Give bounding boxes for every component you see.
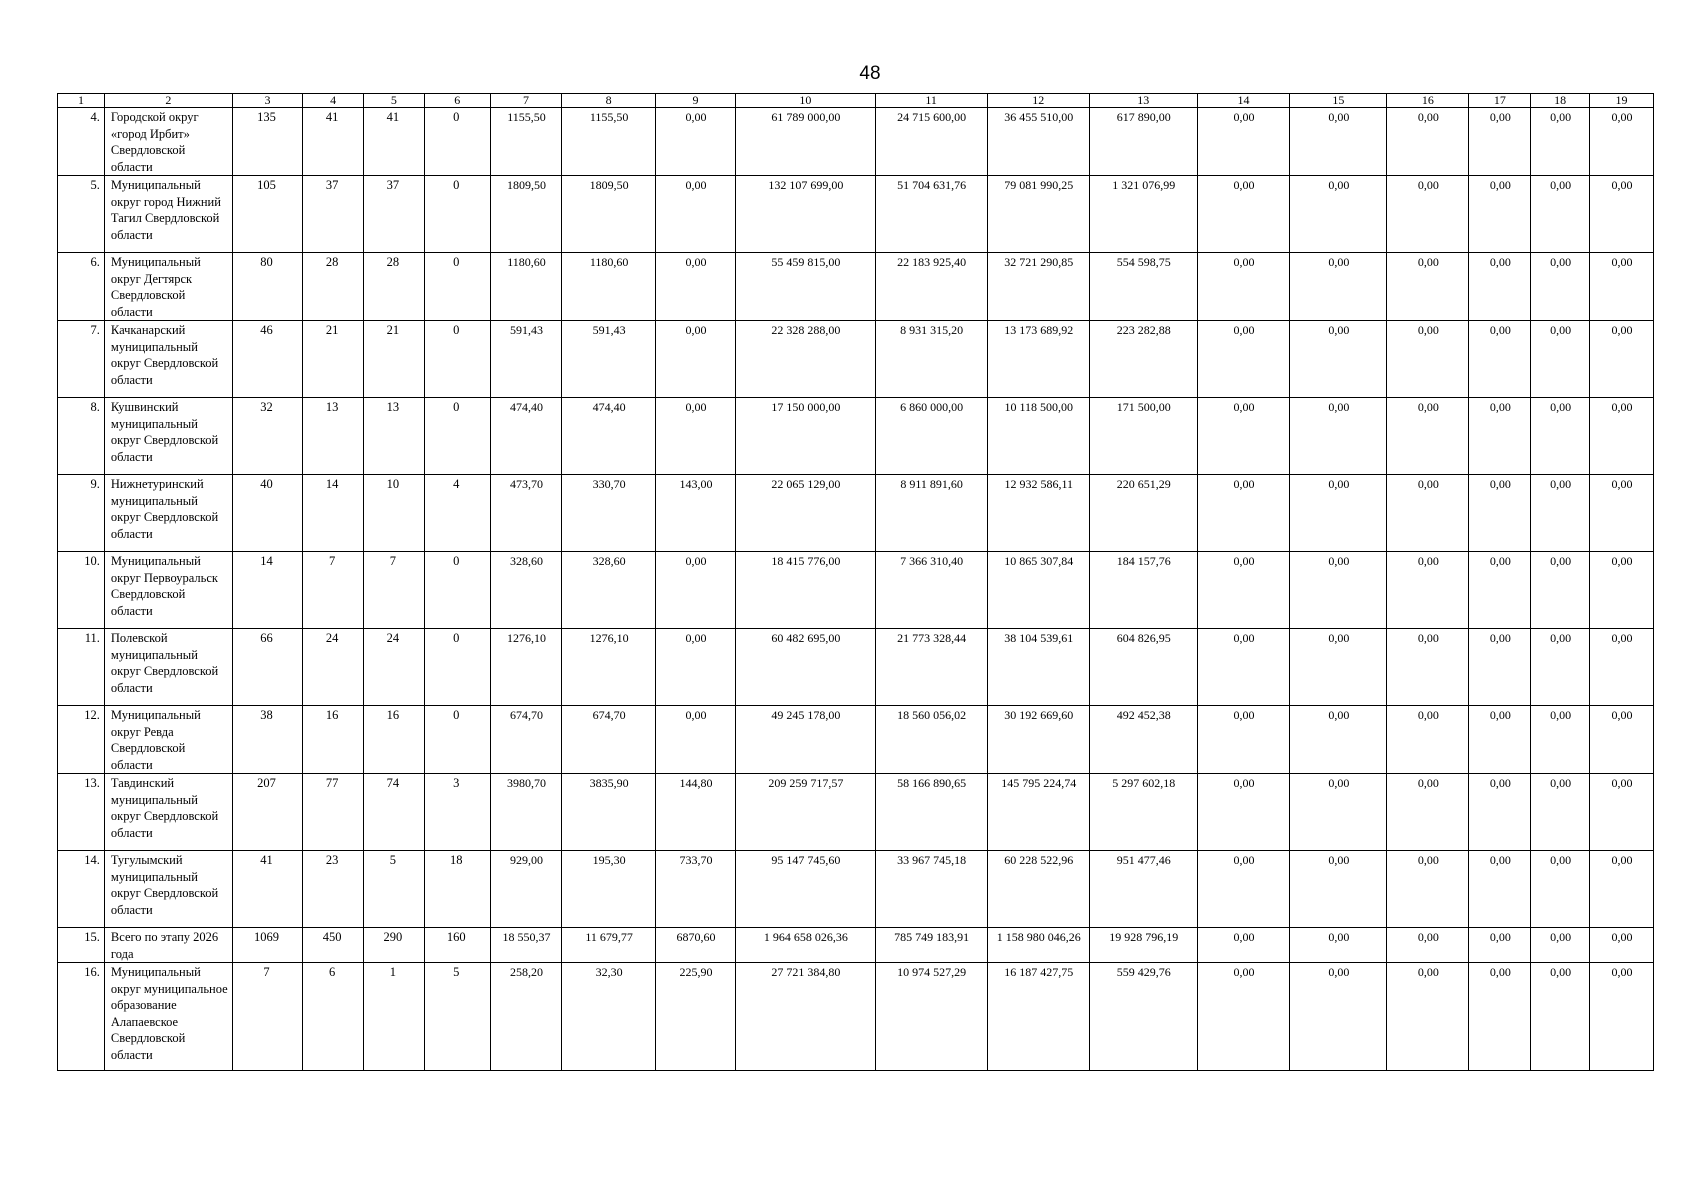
cell-c8: 330,70: [562, 475, 656, 552]
cell-c18: 0,00: [1531, 321, 1590, 398]
row-number: 5.: [58, 176, 105, 253]
cell-c8: 11 679,77: [562, 928, 656, 963]
cell-c4: 13: [303, 398, 364, 475]
cell-c9: 0,00: [656, 108, 736, 176]
column-header-13: 13: [1089, 94, 1197, 108]
cell-c10: 60 482 695,00: [736, 629, 876, 706]
cell-c18: 0,00: [1531, 851, 1590, 928]
cell-c19: 0,00: [1589, 108, 1653, 176]
cell-c10: 55 459 815,00: [736, 253, 876, 321]
cell-c13: 171 500,00: [1089, 398, 1197, 475]
cell-c3: 80: [232, 253, 302, 321]
cell-c7: 1809,50: [490, 176, 561, 253]
cell-c5: 74: [363, 774, 424, 851]
cell-c13: 5 297 602,18: [1089, 774, 1197, 851]
cell-c11: 8 911 891,60: [875, 475, 987, 552]
cell-c3: 1069: [232, 928, 302, 963]
cell-c12: 10 865 307,84: [987, 552, 1089, 629]
cell-c6: 18: [424, 851, 490, 928]
table-row: [58, 398, 1654, 475]
cell-c9: 0,00: [656, 253, 736, 321]
cell-c5: 290: [363, 928, 424, 963]
cell-c11: 58 166 890,65: [875, 774, 987, 851]
column-header-19: 19: [1589, 94, 1653, 108]
table-row: [58, 963, 1654, 1071]
cell-c6: 0: [424, 108, 490, 176]
table-row: [58, 629, 1654, 706]
cell-c13: 617 890,00: [1089, 108, 1197, 176]
cell-c5: 10: [363, 475, 424, 552]
cell-c5: 37: [363, 176, 424, 253]
row-number: 16.: [58, 963, 105, 1071]
cell-c9: 0,00: [656, 398, 736, 475]
cell-c19: 0,00: [1589, 475, 1653, 552]
cell-c12: 30 192 669,60: [987, 706, 1089, 774]
municipality-name: Муниципальный округ Первоуральск Свердловской области: [104, 552, 232, 629]
cell-c3: 207: [232, 774, 302, 851]
municipality-name: Кушвинский муниципальный округ Свердловской области: [104, 398, 232, 475]
cell-c3: 41: [232, 851, 302, 928]
cell-c19: 0,00: [1589, 253, 1653, 321]
cell-c16: 0,00: [1387, 475, 1469, 552]
row-number: 4.: [58, 108, 105, 176]
row-number: 12.: [58, 706, 105, 774]
cell-c19: 0,00: [1589, 176, 1653, 253]
cell-c11: 785 749 183,91: [875, 928, 987, 963]
cell-c6: 160: [424, 928, 490, 963]
cell-c16: 0,00: [1387, 928, 1469, 963]
cell-c10: 209 259 717,57: [736, 774, 876, 851]
cell-c17: 0,00: [1469, 706, 1531, 774]
cell-c13: 951 477,46: [1089, 851, 1197, 928]
cell-c5: 21: [363, 321, 424, 398]
cell-c4: 28: [303, 253, 364, 321]
table-row: [58, 851, 1654, 928]
cell-c17: 0,00: [1469, 963, 1531, 1071]
cell-c10: 61 789 000,00: [736, 108, 876, 176]
cell-c12: 1 158 980 046,26: [987, 928, 1089, 963]
cell-c11: 18 560 056,02: [875, 706, 987, 774]
cell-c18: 0,00: [1531, 176, 1590, 253]
column-header-6: 6: [424, 94, 490, 108]
cell-c8: 195,30: [562, 851, 656, 928]
table-row: [58, 928, 1654, 963]
cell-c7: 1155,50: [490, 108, 561, 176]
cell-c4: 14: [303, 475, 364, 552]
row-number: 15.: [58, 928, 105, 963]
cell-c18: 0,00: [1531, 398, 1590, 475]
column-header-12: 12: [987, 94, 1089, 108]
cell-c14: 0,00: [1197, 706, 1290, 774]
row-number: 9.: [58, 475, 105, 552]
cell-c17: 0,00: [1469, 552, 1531, 629]
cell-c18: 0,00: [1531, 706, 1590, 774]
cell-c15: 0,00: [1290, 774, 1387, 851]
cell-c16: 0,00: [1387, 963, 1469, 1071]
column-header-15: 15: [1290, 94, 1387, 108]
column-header-8: 8: [562, 94, 656, 108]
row-number: 13.: [58, 774, 105, 851]
cell-c4: 16: [303, 706, 364, 774]
cell-c9: 0,00: [656, 321, 736, 398]
column-header-5: 5: [363, 94, 424, 108]
cell-c16: 0,00: [1387, 398, 1469, 475]
cell-c14: 0,00: [1197, 475, 1290, 552]
cell-c7: 328,60: [490, 552, 561, 629]
cell-c15: 0,00: [1290, 928, 1387, 963]
cell-c18: 0,00: [1531, 963, 1590, 1071]
cell-c15: 0,00: [1290, 253, 1387, 321]
cell-c8: 1276,10: [562, 629, 656, 706]
cell-c11: 24 715 600,00: [875, 108, 987, 176]
cell-c13: 559 429,76: [1089, 963, 1197, 1071]
cell-c5: 13: [363, 398, 424, 475]
cell-c11: 8 931 315,20: [875, 321, 987, 398]
cell-c8: 591,43: [562, 321, 656, 398]
page-number: 48: [859, 63, 881, 84]
cell-c9: 225,90: [656, 963, 736, 1071]
column-header-2: 2: [104, 94, 232, 108]
cell-c3: 38: [232, 706, 302, 774]
cell-c17: 0,00: [1469, 321, 1531, 398]
cell-c16: 0,00: [1387, 176, 1469, 253]
cell-c17: 0,00: [1469, 398, 1531, 475]
cell-c18: 0,00: [1531, 108, 1590, 176]
cell-c15: 0,00: [1290, 706, 1387, 774]
column-number-row: [58, 94, 1654, 108]
cell-c10: 18 415 776,00: [736, 552, 876, 629]
cell-c17: 0,00: [1469, 851, 1531, 928]
cell-c12: 13 173 689,92: [987, 321, 1089, 398]
table-row: [58, 475, 1654, 552]
cell-c8: 32,30: [562, 963, 656, 1071]
table-row: [58, 108, 1654, 176]
municipality-name: Тугулымский муниципальный округ Свердловской области: [104, 851, 232, 928]
cell-c10: 1 964 658 026,36: [736, 928, 876, 963]
cell-c3: 32: [232, 398, 302, 475]
cell-c19: 0,00: [1589, 963, 1653, 1071]
cell-c4: 6: [303, 963, 364, 1071]
column-header-11: 11: [875, 94, 987, 108]
column-header-9: 9: [656, 94, 736, 108]
cell-c16: 0,00: [1387, 774, 1469, 851]
column-header-14: 14: [1197, 94, 1290, 108]
cell-c14: 0,00: [1197, 176, 1290, 253]
cell-c6: 0: [424, 253, 490, 321]
cell-c15: 0,00: [1290, 398, 1387, 475]
cell-c12: 38 104 539,61: [987, 629, 1089, 706]
cell-c15: 0,00: [1290, 321, 1387, 398]
cell-c3: 46: [232, 321, 302, 398]
cell-c9: 6870,60: [656, 928, 736, 963]
cell-c12: 16 187 427,75: [987, 963, 1089, 1071]
cell-c19: 0,00: [1589, 851, 1653, 928]
row-number: 14.: [58, 851, 105, 928]
cell-c16: 0,00: [1387, 321, 1469, 398]
cell-c10: 22 065 129,00: [736, 475, 876, 552]
cell-c9: 0,00: [656, 552, 736, 629]
cell-c13: 604 826,95: [1089, 629, 1197, 706]
cell-c18: 0,00: [1531, 928, 1590, 963]
cell-c15: 0,00: [1290, 176, 1387, 253]
cell-c10: 27 721 384,80: [736, 963, 876, 1071]
cell-c4: 77: [303, 774, 364, 851]
cell-c3: 7: [232, 963, 302, 1071]
table-row: [58, 706, 1654, 774]
cell-c4: 450: [303, 928, 364, 963]
column-header-10: 10: [736, 94, 876, 108]
data-table: [57, 93, 1654, 1071]
cell-c17: 0,00: [1469, 475, 1531, 552]
cell-c3: 40: [232, 475, 302, 552]
table-row: [58, 552, 1654, 629]
cell-c16: 0,00: [1387, 706, 1469, 774]
cell-c17: 0,00: [1469, 629, 1531, 706]
cell-c10: 22 328 288,00: [736, 321, 876, 398]
cell-c17: 0,00: [1469, 253, 1531, 321]
cell-c6: 0: [424, 398, 490, 475]
table-row: [58, 774, 1654, 851]
column-header-3: 3: [232, 94, 302, 108]
cell-c12: 60 228 522,96: [987, 851, 1089, 928]
municipality-name: Муниципальный округ Дегтярск Свердловской области: [104, 253, 232, 321]
cell-c5: 1: [363, 963, 424, 1071]
row-number: 11.: [58, 629, 105, 706]
cell-c9: 144,80: [656, 774, 736, 851]
cell-c14: 0,00: [1197, 851, 1290, 928]
cell-c15: 0,00: [1290, 629, 1387, 706]
municipality-name: Муниципальный округ Ревда Свердловской области: [104, 706, 232, 774]
municipality-name: Нижнетуринский муниципальный округ Свердловской области: [104, 475, 232, 552]
cell-c14: 0,00: [1197, 928, 1290, 963]
cell-c10: 49 245 178,00: [736, 706, 876, 774]
column-header-17: 17: [1469, 94, 1531, 108]
cell-c18: 0,00: [1531, 475, 1590, 552]
cell-c18: 0,00: [1531, 552, 1590, 629]
column-header-7: 7: [490, 94, 561, 108]
column-header-4: 4: [303, 94, 364, 108]
cell-c19: 0,00: [1589, 928, 1653, 963]
cell-c12: 10 118 500,00: [987, 398, 1089, 475]
municipality-name: Полевской муниципальный округ Свердловской области: [104, 629, 232, 706]
cell-c8: 1180,60: [562, 253, 656, 321]
cell-c12: 32 721 290,85: [987, 253, 1089, 321]
cell-c9: 0,00: [656, 176, 736, 253]
cell-c6: 0: [424, 552, 490, 629]
cell-c3: 135: [232, 108, 302, 176]
cell-c19: 0,00: [1589, 398, 1653, 475]
column-header-1: 1: [58, 94, 105, 108]
cell-c5: 24: [363, 629, 424, 706]
cell-c14: 0,00: [1197, 321, 1290, 398]
cell-c16: 0,00: [1387, 851, 1469, 928]
cell-c8: 3835,90: [562, 774, 656, 851]
row-number: 10.: [58, 552, 105, 629]
cell-c14: 0,00: [1197, 108, 1290, 176]
row-number: 6.: [58, 253, 105, 321]
cell-c15: 0,00: [1290, 963, 1387, 1071]
cell-c17: 0,00: [1469, 928, 1531, 963]
cell-c19: 0,00: [1589, 321, 1653, 398]
cell-c11: 21 773 328,44: [875, 629, 987, 706]
cell-c7: 3980,70: [490, 774, 561, 851]
cell-c11: 51 704 631,76: [875, 176, 987, 253]
cell-c14: 0,00: [1197, 774, 1290, 851]
table-row: [58, 253, 1654, 321]
cell-c6: 3: [424, 774, 490, 851]
cell-c9: 0,00: [656, 629, 736, 706]
cell-c15: 0,00: [1290, 552, 1387, 629]
cell-c17: 0,00: [1469, 108, 1531, 176]
cell-c19: 0,00: [1589, 706, 1653, 774]
cell-c6: 0: [424, 706, 490, 774]
cell-c3: 105: [232, 176, 302, 253]
municipality-name: Тавдинский муниципальный округ Свердловской области: [104, 774, 232, 851]
cell-c6: 0: [424, 321, 490, 398]
cell-c10: 132 107 699,00: [736, 176, 876, 253]
cell-c7: 674,70: [490, 706, 561, 774]
cell-c4: 23: [303, 851, 364, 928]
cell-c12: 12 932 586,11: [987, 475, 1089, 552]
cell-c8: 328,60: [562, 552, 656, 629]
cell-c18: 0,00: [1531, 774, 1590, 851]
cell-c15: 0,00: [1290, 475, 1387, 552]
cell-c4: 24: [303, 629, 364, 706]
cell-c7: 18 550,37: [490, 928, 561, 963]
cell-c11: 33 967 745,18: [875, 851, 987, 928]
cell-c7: 258,20: [490, 963, 561, 1071]
cell-c10: 17 150 000,00: [736, 398, 876, 475]
column-header-18: 18: [1531, 94, 1590, 108]
cell-c4: 21: [303, 321, 364, 398]
cell-c4: 7: [303, 552, 364, 629]
cell-c16: 0,00: [1387, 629, 1469, 706]
cell-c12: 145 795 224,74: [987, 774, 1089, 851]
cell-c6: 4: [424, 475, 490, 552]
cell-c12: 79 081 990,25: [987, 176, 1089, 253]
cell-c19: 0,00: [1589, 552, 1653, 629]
cell-c13: 223 282,88: [1089, 321, 1197, 398]
cell-c4: 41: [303, 108, 364, 176]
cell-c16: 0,00: [1387, 253, 1469, 321]
cell-c6: 5: [424, 963, 490, 1071]
cell-c10: 95 147 745,60: [736, 851, 876, 928]
table-row: [58, 321, 1654, 398]
cell-c13: 19 928 796,19: [1089, 928, 1197, 963]
cell-c8: 1155,50: [562, 108, 656, 176]
row-number: 8.: [58, 398, 105, 475]
cell-c17: 0,00: [1469, 176, 1531, 253]
cell-c13: 220 651,29: [1089, 475, 1197, 552]
cell-c16: 0,00: [1387, 108, 1469, 176]
cell-c14: 0,00: [1197, 398, 1290, 475]
cell-c7: 929,00: [490, 851, 561, 928]
municipality-name: Городской округ «город Ирбит» Свердловской области: [104, 108, 232, 176]
cell-c14: 0,00: [1197, 552, 1290, 629]
cell-c7: 1276,10: [490, 629, 561, 706]
cell-c8: 474,40: [562, 398, 656, 475]
cell-c7: 473,70: [490, 475, 561, 552]
municipality-name: Муниципальный округ город Нижний Тагил Свердловской области: [104, 176, 232, 253]
cell-c9: 733,70: [656, 851, 736, 928]
cell-c19: 0,00: [1589, 629, 1653, 706]
cell-c17: 0,00: [1469, 774, 1531, 851]
cell-c13: 492 452,38: [1089, 706, 1197, 774]
row-number: 7.: [58, 321, 105, 398]
cell-c3: 66: [232, 629, 302, 706]
cell-c18: 0,00: [1531, 253, 1590, 321]
cell-c14: 0,00: [1197, 253, 1290, 321]
cell-c3: 14: [232, 552, 302, 629]
municipality-name: Качканарский муниципальный округ Свердловской области: [104, 321, 232, 398]
cell-c18: 0,00: [1531, 629, 1590, 706]
cell-c5: 41: [363, 108, 424, 176]
municipality-name: Всего по этапу 2026 года: [104, 928, 232, 963]
cell-c4: 37: [303, 176, 364, 253]
cell-c11: 7 366 310,40: [875, 552, 987, 629]
cell-c14: 0,00: [1197, 629, 1290, 706]
column-header-16: 16: [1387, 94, 1469, 108]
cell-c11: 10 974 527,29: [875, 963, 987, 1071]
cell-c15: 0,00: [1290, 851, 1387, 928]
cell-c13: 184 157,76: [1089, 552, 1197, 629]
cell-c7: 1180,60: [490, 253, 561, 321]
cell-c19: 0,00: [1589, 774, 1653, 851]
cell-c5: 7: [363, 552, 424, 629]
cell-c13: 554 598,75: [1089, 253, 1197, 321]
cell-c8: 1809,50: [562, 176, 656, 253]
cell-c5: 16: [363, 706, 424, 774]
cell-c9: 0,00: [656, 706, 736, 774]
cell-c7: 474,40: [490, 398, 561, 475]
cell-c6: 0: [424, 629, 490, 706]
cell-c15: 0,00: [1290, 108, 1387, 176]
cell-c12: 36 455 510,00: [987, 108, 1089, 176]
cell-c14: 0,00: [1197, 963, 1290, 1071]
cell-c11: 22 183 925,40: [875, 253, 987, 321]
cell-c6: 0: [424, 176, 490, 253]
cell-c13: 1 321 076,99: [1089, 176, 1197, 253]
cell-c7: 591,43: [490, 321, 561, 398]
cell-c8: 674,70: [562, 706, 656, 774]
cell-c11: 6 860 000,00: [875, 398, 987, 475]
municipality-name: Муниципальный округ муниципальное образование Алапаевское Свердловской области: [104, 963, 232, 1071]
table-row: [58, 176, 1654, 253]
cell-c16: 0,00: [1387, 552, 1469, 629]
cell-c9: 143,00: [656, 475, 736, 552]
cell-c5: 28: [363, 253, 424, 321]
cell-c5: 5: [363, 851, 424, 928]
